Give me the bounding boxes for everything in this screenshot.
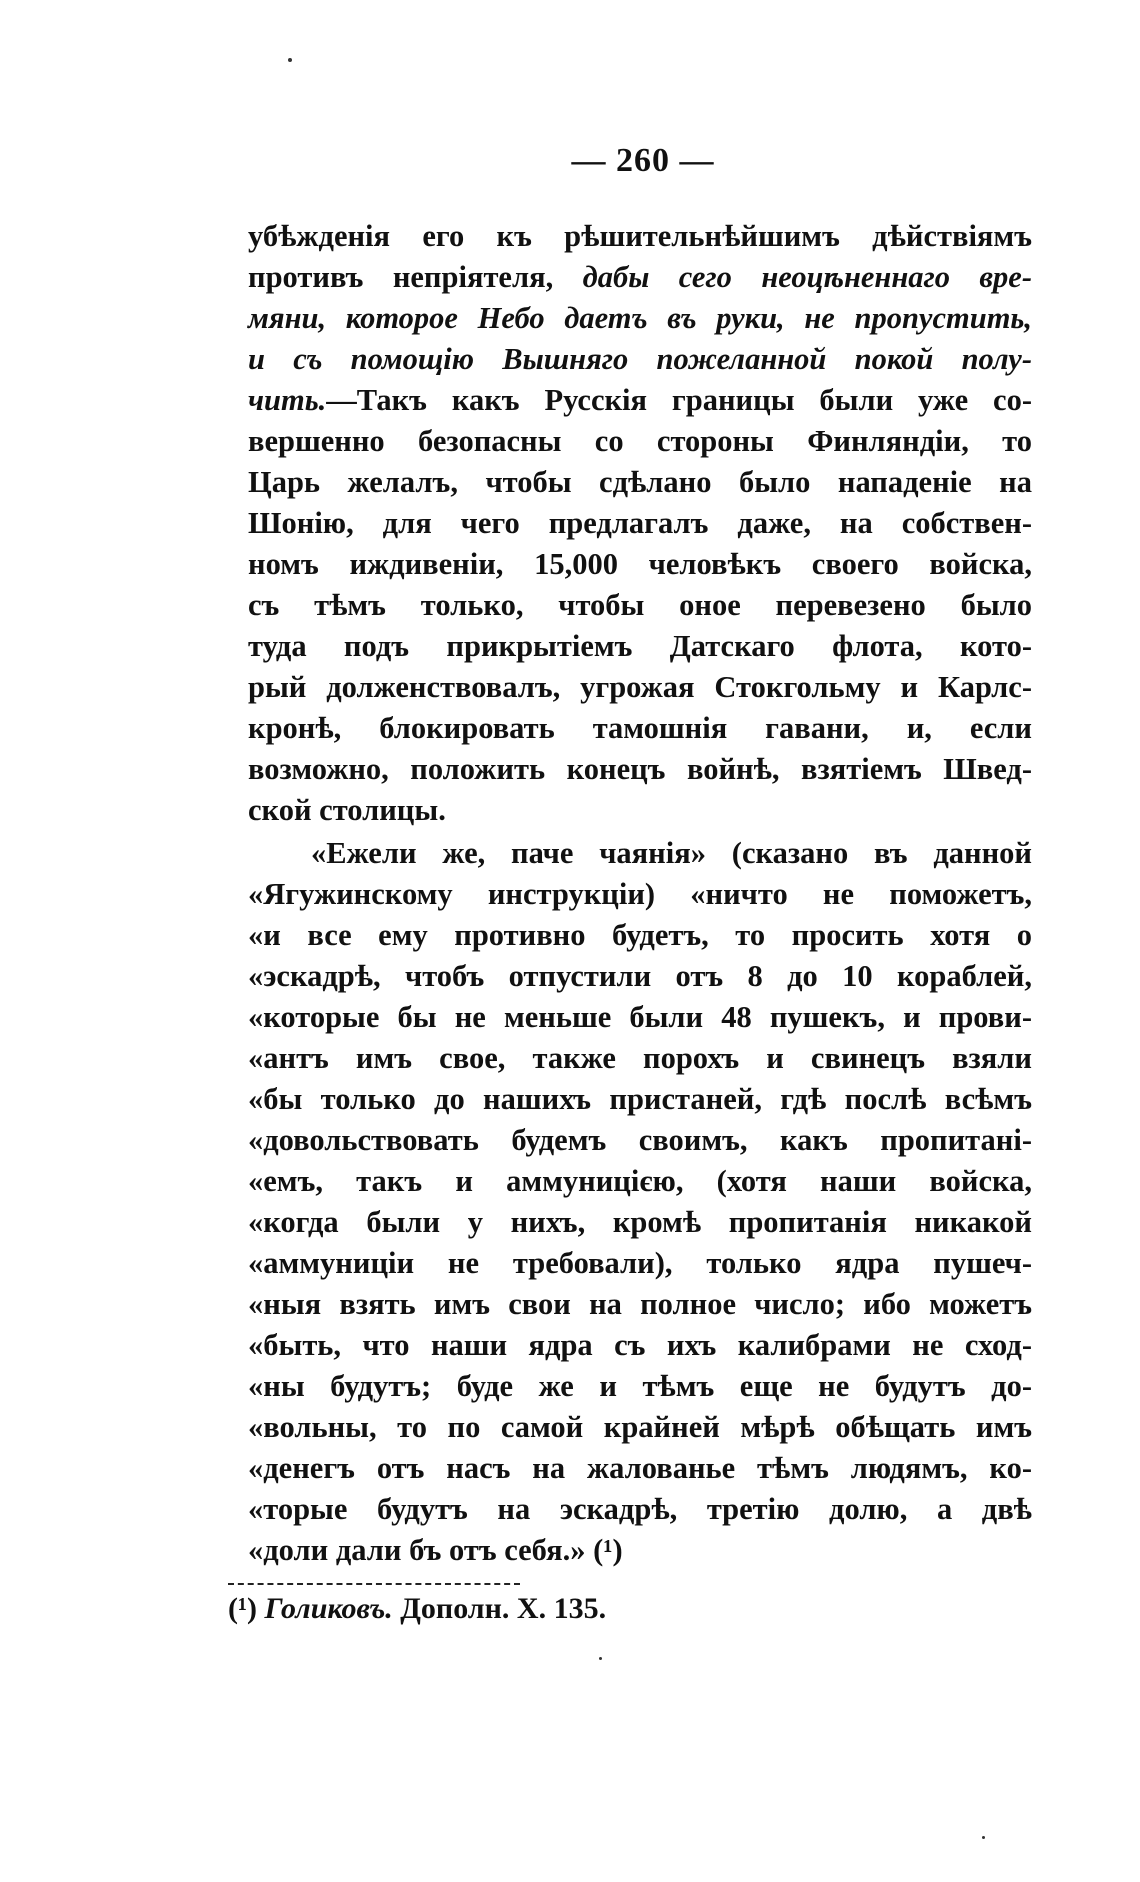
page-number: — 260 — (571, 142, 715, 179)
line-text: номъ иждивеніи, 15,000 человѣкъ своего войска, (248, 547, 1032, 581)
text-line (248, 790, 1032, 831)
body-text (248, 216, 1032, 1571)
paper-speck (599, 1657, 602, 1660)
line-text: «емъ, такъ и аммуницією, (хотя наши войска, (248, 1164, 1032, 1198)
line-text: противъ непріятеля, (248, 260, 583, 294)
line-text: «доли дали бъ отъ себя.» (¹) (248, 1533, 623, 1567)
line-text: «быть, что наши ядра съ ихъ калибрами не сход- (248, 1328, 1032, 1362)
line-text: Шонію, для чего предлагалъ даже, на собствен- (248, 506, 1032, 540)
text-line (248, 1366, 1032, 1407)
text-line (248, 462, 1032, 503)
text-line (248, 1038, 1032, 1079)
footnote-reference: Дополн. X. 135. (400, 1592, 607, 1625)
line-text: вершенно безопасны со стороны Финляндіи, то (248, 424, 1032, 458)
text-line (248, 833, 1032, 874)
footnote (228, 1588, 606, 1630)
text-line (248, 1120, 1032, 1161)
line-text: «ны будутъ; буде же и тѣмъ еще не будутъ до- (248, 1369, 1032, 1403)
line-text: —Такъ какъ Русскія границы были уже со- (326, 383, 1032, 417)
footnote-marker: (¹) (228, 1592, 257, 1625)
line-italic-text: чить. (248, 383, 327, 417)
paper-speck (982, 1836, 985, 1839)
line-text: рый долженствовалъ, угрожая Стокгольму и Карлс- (248, 670, 1032, 704)
text-line (248, 503, 1032, 544)
line-italic-text: мяни, которое Небо даетъ въ руки, не пропустить, (248, 301, 1032, 335)
text-line (248, 874, 1032, 915)
footnote-author: Голиковъ. (264, 1592, 393, 1625)
line-text: «торые будутъ на эскадрѣ, третію долю, а двѣ (248, 1492, 1032, 1526)
text-line (248, 708, 1032, 749)
text-line (248, 667, 1032, 708)
text-line (248, 1530, 1032, 1571)
text-line (248, 1489, 1032, 1530)
line-text: «Ягужинскому инструкціи) «ничто не поможетъ, (248, 877, 1032, 911)
line-text: «антъ имъ свое, также порохъ и свинецъ взяли (248, 1041, 1032, 1075)
line-text: «которые бы не меньше были 48 пушекъ, и прови- (248, 1000, 1032, 1034)
line-text: «когда были у нихъ, кромѣ пропитанія никакой (248, 1205, 1032, 1239)
text-line (248, 915, 1032, 956)
text-line (248, 626, 1032, 667)
line-text: «денегъ отъ насъ на жалованье тѣмъ людямъ, ко- (248, 1451, 1032, 1485)
text-line (248, 1161, 1032, 1202)
line-italic-text: дабы сего неоцѣненнаго вре- (582, 260, 1032, 294)
text-line (248, 216, 1032, 257)
text-line (248, 997, 1032, 1038)
line-text: туда подъ прикрытіемъ Датскаго флота, кото- (248, 629, 1032, 663)
text-line (248, 1325, 1032, 1366)
text-line (248, 380, 1032, 421)
text-line (248, 1079, 1032, 1120)
text-line (248, 1284, 1032, 1325)
line-text: «довольствовать будемъ своимъ, какъ пропитані- (248, 1123, 1032, 1157)
line-text: «Ежели же, паче чаянія» (сказано въ данной (311, 836, 1032, 870)
text-line (248, 421, 1032, 462)
line-text: «вольны, то по самой крайней мѣрѣ обѣщать имъ (248, 1410, 1032, 1444)
text-line (248, 339, 1032, 380)
text-line (248, 544, 1032, 585)
text-line (248, 1243, 1032, 1284)
line-text: возможно, положить конецъ войнѣ, взятіемъ Швед- (248, 752, 1032, 786)
text-line (248, 298, 1032, 339)
line-text: съ тѣмъ только, чтобы оное перевезено было (248, 588, 1032, 622)
line-text: Царь желалъ, чтобы сдѣлано было нападеніе на (248, 465, 1032, 499)
line-text: «и все ему противно будетъ, то просить хотя о (248, 918, 1032, 952)
line-text: «бы только до нашихъ пристаней, гдѣ послѣ всѣмъ (248, 1082, 1032, 1116)
footnote-divider (228, 1583, 520, 1585)
line-text: «эскадрѣ, чтобъ отпустили отъ 8 до 10 кораблей, (248, 959, 1032, 993)
text-line (248, 749, 1032, 790)
paper-speck (288, 58, 292, 62)
line-text: «аммуниціи не требовали), только ядра пушеч- (248, 1246, 1032, 1280)
line-text: убѣжденія его къ рѣшительнѣйшимъ дѣйствіямъ (248, 219, 1032, 253)
text-line (248, 1407, 1032, 1448)
text-line (248, 257, 1032, 298)
text-line (248, 956, 1032, 997)
line-text: кронѣ, блокировать тамошнія гавани, и, если (248, 711, 1032, 745)
text-line (248, 585, 1032, 626)
line-text: ской столицы. (248, 793, 446, 827)
text-line (248, 1448, 1032, 1489)
line-text: «ныя взять имъ свои на полное число; ибо можетъ (248, 1287, 1032, 1321)
line-italic-text: и съ помощію Вышняго пожеланной покой полу- (248, 342, 1032, 376)
text-line (248, 1202, 1032, 1243)
